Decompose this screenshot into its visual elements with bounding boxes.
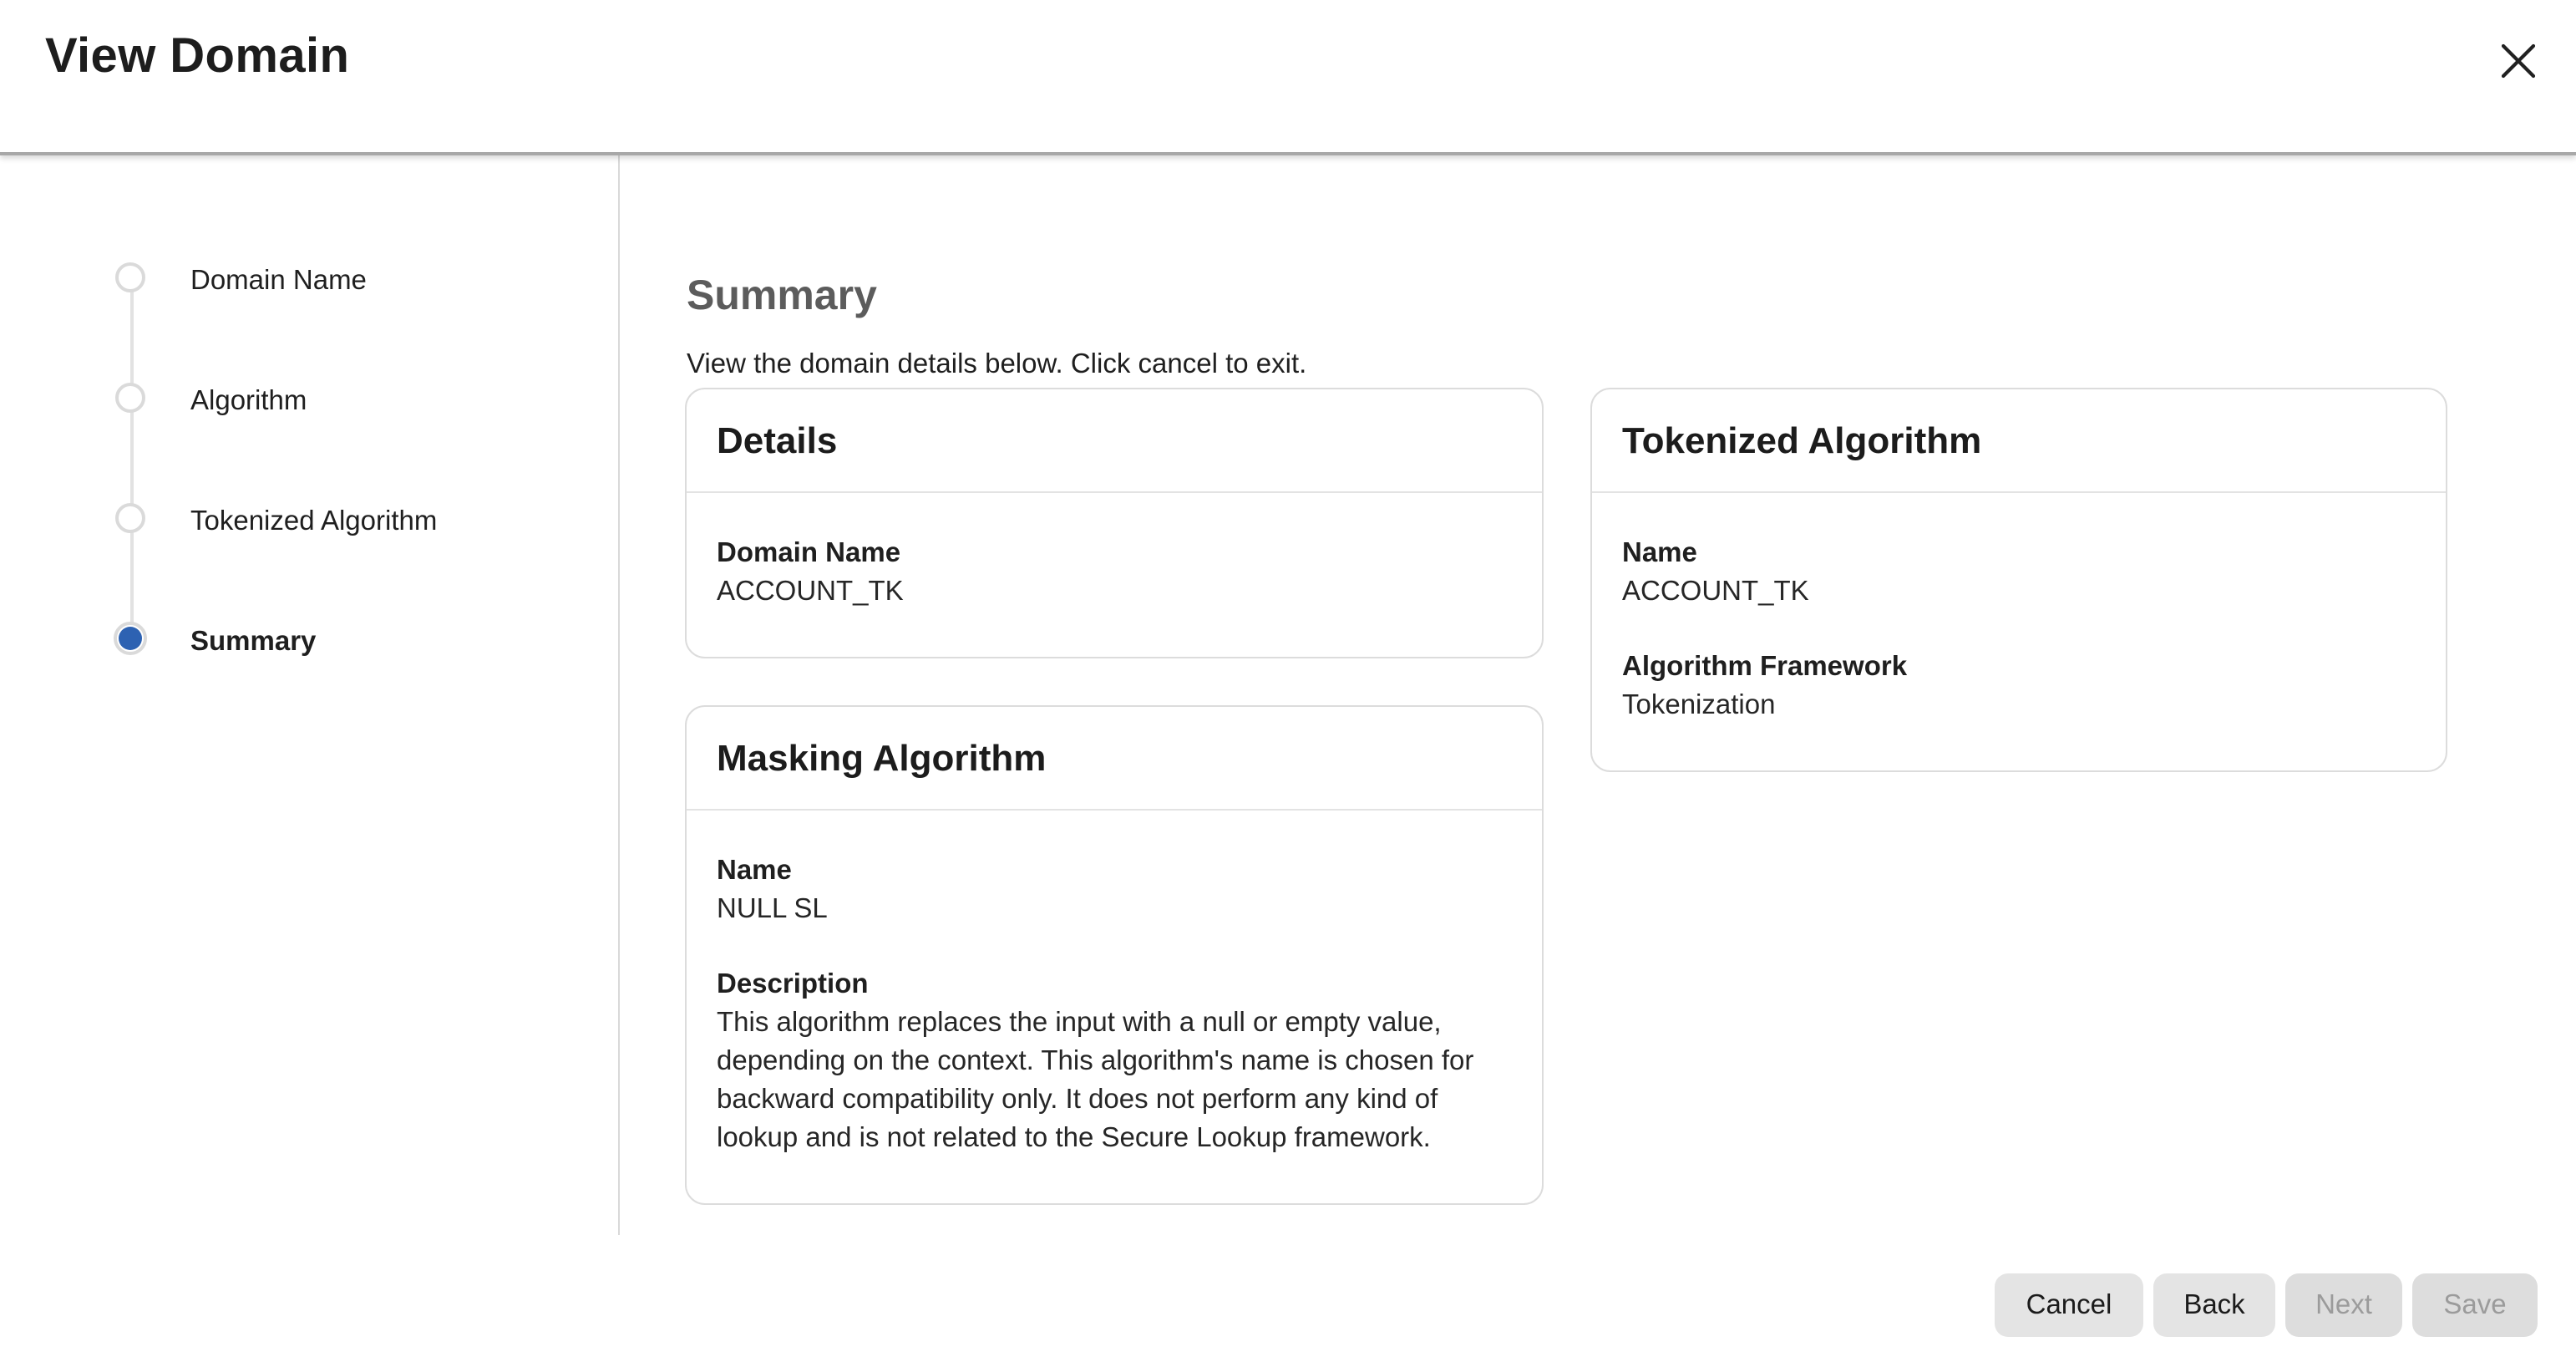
field-label: Name: [1622, 538, 1697, 568]
field-value: This algorithm replaces the input with a null or empty value, depending on the context. This algorithm's name is chosen for backward compatibility only. It does not perform any kind of lookup and is not related to the Secure Lookup framework.: [717, 1008, 1474, 1153]
dialog-body: [0, 155, 2576, 1362]
stepper-step-domain-name[interactable]: [0, 244, 618, 318]
dialog-title: View Domain: [45, 30, 350, 84]
details-card-body: [687, 493, 1542, 657]
step-circle-icon: [115, 262, 145, 292]
field-label: Name: [717, 856, 792, 886]
close-icon: [2498, 41, 2537, 79]
tokenized-algorithm-card-header: [1592, 389, 2446, 493]
step-label: Algorithm: [190, 385, 307, 415]
details-card-header: [687, 389, 1542, 493]
masking-algorithm-card: [685, 705, 1544, 1205]
stepper-step-summary[interactable]: [0, 605, 618, 678]
step-circle-active-icon: [114, 622, 147, 655]
footer-actions: [1995, 1273, 2538, 1337]
masking-algorithm-card-body: [687, 811, 1542, 1203]
close-button[interactable]: [2496, 38, 2539, 82]
step-circle-icon: [115, 503, 145, 533]
tokenized-algorithm-card-body: [1592, 493, 2446, 770]
field-algorithm-framework: [1622, 648, 2416, 725]
cards-right-column: [1590, 388, 2447, 1205]
step-active-dot-icon: [119, 627, 142, 650]
dialog-header: [0, 0, 2576, 155]
page-subtitle: View the domain details below. Click cancel to exit.: [687, 348, 1307, 379]
step-circle-icon: [115, 383, 145, 413]
details-card: [685, 388, 1544, 658]
stepper-step-tokenized-algorithm[interactable]: [0, 485, 618, 558]
field-value: NULL SL: [717, 894, 828, 924]
back-button[interactable]: Back: [2153, 1273, 2275, 1337]
stepper-rail: [130, 281, 134, 642]
field-value: ACCOUNT_TK: [1622, 577, 1809, 607]
field-name: [717, 852, 1512, 929]
page-title: Summary: [687, 272, 877, 319]
stepper-step-algorithm[interactable]: [0, 364, 618, 438]
step-label: Summary: [190, 626, 317, 656]
field-label: Description: [717, 969, 869, 999]
masking-algorithm-card-header: [687, 707, 1542, 811]
summary-cards: [685, 388, 2447, 1205]
cards-left-column: [685, 388, 1544, 1205]
field-label: Domain Name: [717, 538, 901, 568]
wizard-stepper: [0, 155, 620, 1235]
save-button[interactable]: Save: [2412, 1273, 2538, 1337]
summary-panel: [685, 155, 2576, 1362]
next-button[interactable]: Next: [2285, 1273, 2402, 1337]
cancel-button[interactable]: Cancel: [1995, 1273, 2143, 1337]
card-title: Tokenized Algorithm: [1622, 419, 1982, 461]
field-value: Tokenization: [1622, 690, 1776, 720]
tokenized-algorithm-card: [1590, 388, 2447, 772]
step-label: Domain Name: [190, 265, 367, 295]
card-title: Masking Algorithm: [717, 737, 1047, 779]
card-title: Details: [717, 419, 838, 461]
field-description: [717, 966, 1512, 1158]
field-label: Algorithm Framework: [1622, 652, 1908, 682]
field-domain-name: [717, 535, 1512, 612]
step-label: Tokenized Algorithm: [190, 506, 438, 536]
field-value: ACCOUNT_TK: [717, 577, 904, 607]
field-name: [1622, 535, 2416, 612]
